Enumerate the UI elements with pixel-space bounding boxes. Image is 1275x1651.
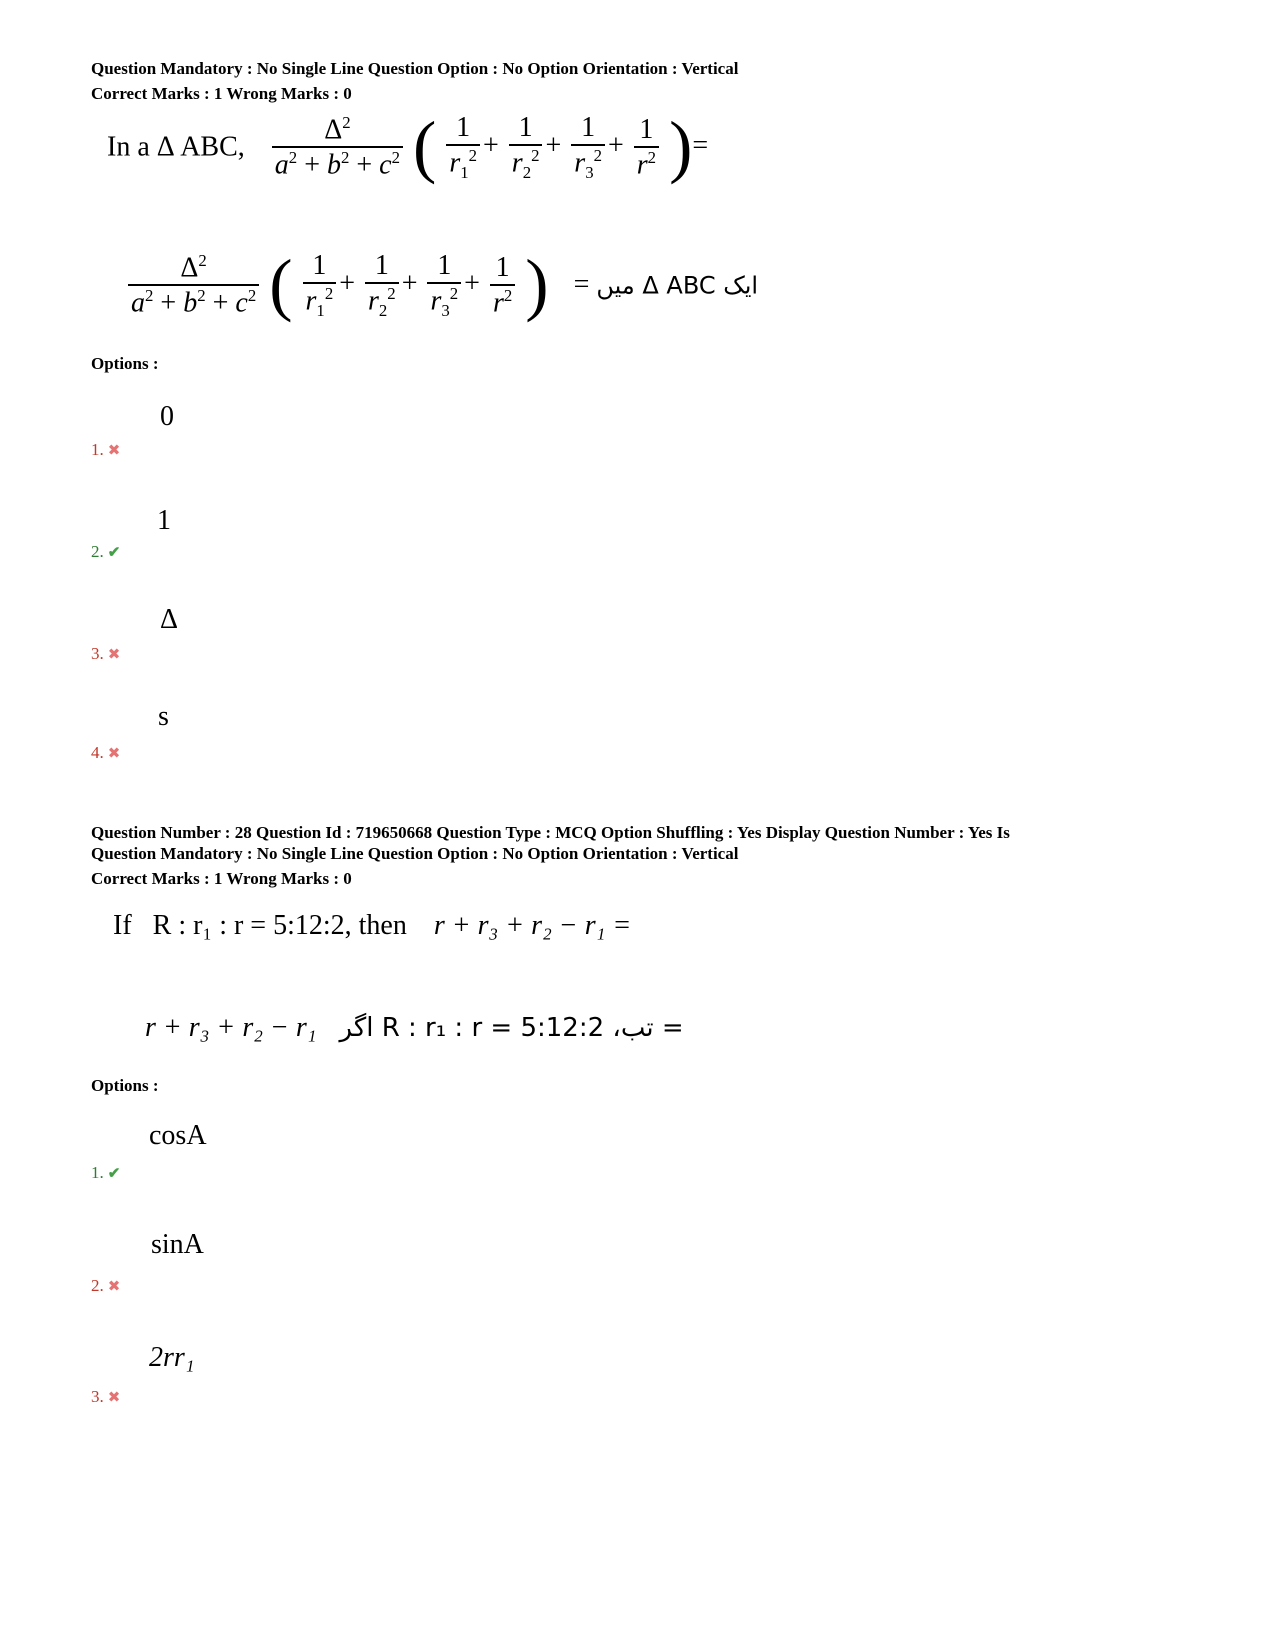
q28-meta-line3: Correct Marks : 1 Wrong Marks : 0 xyxy=(91,869,352,888)
q28-option-1-value: cosA xyxy=(149,1120,207,1151)
q27-option-4: 4. ✖ xyxy=(91,743,121,762)
q27-english-prefix: In a Δ ABC, xyxy=(107,131,245,163)
check-icon: ✔ xyxy=(107,1166,121,1182)
q28-english-formula xyxy=(113,910,631,942)
q27-option-3: 3. ✖ xyxy=(91,644,121,663)
q27-meta-line1: Question Mandatory : No Single Line Question Option : No Option Orientation : Vertical xyxy=(91,59,739,78)
check-icon: ✔ xyxy=(107,545,121,561)
q27-option-2: 2. ✔ xyxy=(91,542,121,561)
q28-meta-line1: Question Number : 28 Question Id : 719650668 Question Type : MCQ Option Shuffling : Yes Display Question Number : Yes Is xyxy=(91,823,1010,842)
wrong-icon: ✖ xyxy=(107,1279,121,1295)
q27-option-1: 1. ✖ xyxy=(91,440,121,459)
q28-urdu-text: = تب، R : r₁ : r = 5:12:2 اگر xyxy=(339,1013,684,1043)
q27-urdu-formula: $\frac{\Delta^2}{a^2 + b^2 + c^2}$ ( $\frac{1}{r_1^2}$ + $\frac{1}{r_2^2}$ + $\frac{1}{r_3^2}$ + $\frac{1}{r^2}$ ) = ایک Δ ABC میں xyxy=(125,250,758,321)
wrong-icon: ✖ xyxy=(107,647,121,663)
q28-meta-line2: Question Mandatory : No Single Line Question Option : No Option Orientation : Vertical xyxy=(91,844,739,863)
q28-expression: r + r₃ + r₂ − r₁ = xyxy=(433,910,632,941)
wrong-icon: ✖ xyxy=(107,1390,121,1406)
q28-if: If xyxy=(113,910,132,941)
q27-option-2-value: 1 xyxy=(157,505,171,536)
q27-option-1-value: 0 xyxy=(160,401,174,432)
wrong-icon: ✖ xyxy=(107,746,121,762)
q28-urdu-formula xyxy=(145,1012,684,1044)
q27-urdu-text: ایک Δ ABC میں xyxy=(596,271,759,300)
q27-option-4-value: s xyxy=(158,701,169,732)
q28-ratio: R : r₁ : r = 5:12:2, then xyxy=(152,910,407,941)
q28-urdu-expression: r + r₃ + r₂ − r₁ xyxy=(145,1012,317,1043)
q27-meta-line2: Correct Marks : 1 Wrong Marks : 0 xyxy=(91,84,352,103)
q27-english-formula: In a Δ ABC, $\frac{\Delta^2}{a^2 + b^2 + c^2}$ ( $\frac{1}{r_1^2}$ + $\frac{1}{r_2^2}$ + $\frac{1}{r_3^2}$ + $\frac{1}{r^2}$ )= xyxy=(107,108,709,186)
q28-option-3-value: 2rr₁ xyxy=(149,1342,195,1373)
q27-options-label: Options : xyxy=(91,354,159,373)
q28-option-3: 3. ✖ xyxy=(91,1387,121,1406)
q28-options-label: Options : xyxy=(91,1076,159,1095)
q28-option-1: 1. ✔ xyxy=(91,1163,121,1182)
wrong-icon: ✖ xyxy=(107,443,121,459)
q27-option-3-value: Δ xyxy=(160,604,179,635)
q28-option-2-value: sinA xyxy=(151,1229,204,1260)
q28-option-2: 2. ✖ xyxy=(91,1276,121,1295)
